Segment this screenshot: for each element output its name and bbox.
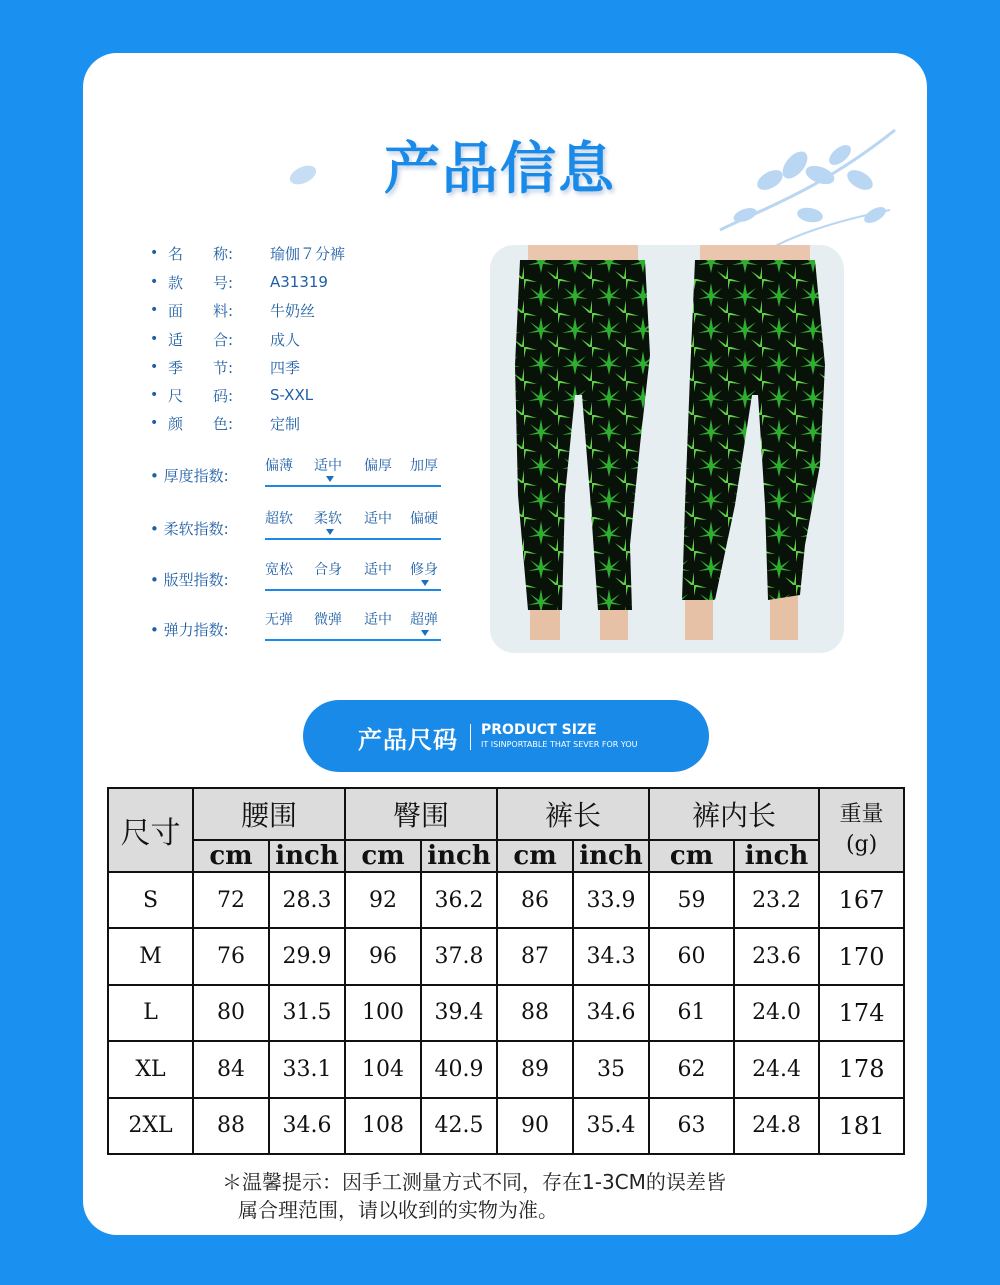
page-title: 产品信息 <box>384 137 616 202</box>
weight-cell: 174 <box>819 985 904 1041</box>
index-option: 超软 <box>265 511 293 527</box>
index-option: 无弹 <box>265 612 293 628</box>
index-option: 适中 <box>364 511 392 527</box>
index-option: 偏厚 <box>364 458 392 474</box>
weight-cell: 178 <box>819 1041 904 1097</box>
table-row <box>108 928 904 984</box>
index-option: 偏硬 <box>410 511 438 527</box>
info-suitable: • 适 合: 成人 <box>150 330 301 349</box>
value-cell: 88 <box>193 1098 269 1154</box>
value-cell: 42.5 <box>421 1098 497 1154</box>
size-cell: XL <box>108 1041 193 1097</box>
index-scale-line <box>265 485 441 487</box>
value-cell: 92 <box>345 872 421 928</box>
weight-cell: 167 <box>819 872 904 928</box>
info-style-number: • 款 号: A31319 <box>150 273 328 292</box>
value-cell: 39.4 <box>421 985 497 1041</box>
value-cell: 61 <box>649 985 734 1041</box>
size-table <box>107 787 905 1155</box>
info-size: • 尺 码: S-XXL <box>150 386 314 405</box>
product-size-banner: 产品尺码 PRODUCT SIZE IT ISINPORTABLE THAT SEVER FOR YOU <box>303 700 709 772</box>
value-cell: 88 <box>497 985 573 1041</box>
value-cell: 40.9 <box>421 1041 497 1097</box>
table-row <box>108 1098 904 1154</box>
product-photo <box>490 245 844 653</box>
value-cell: 62 <box>649 1041 734 1097</box>
info-name: • 名 称: 瑜伽７分裤 <box>150 244 346 263</box>
index-option: 微弹 <box>314 612 342 628</box>
inseam-header: 裤内长 <box>649 788 819 840</box>
value-cell: 37.8 <box>421 928 497 984</box>
leggings-illustration <box>490 245 844 653</box>
value-cell: 76 <box>193 928 269 984</box>
value-cell: 104 <box>345 1041 421 1097</box>
value-cell: 80 <box>193 985 269 1041</box>
unit-cm: cm <box>193 840 269 872</box>
index-scale-line <box>265 538 441 540</box>
value-cell: 29.9 <box>269 928 345 984</box>
index-option: 超弹 <box>410 612 438 628</box>
index-option: 偏薄 <box>265 458 293 474</box>
size-cell: L <box>108 985 193 1041</box>
info-fabric: • 面 料: 牛奶丝 <box>150 301 316 320</box>
value-cell: 100 <box>345 985 421 1041</box>
table-row <box>108 985 904 1041</box>
value-cell: 31.5 <box>269 985 345 1041</box>
value-cell: 24.8 <box>734 1098 819 1154</box>
unit-inch: inch <box>734 840 819 872</box>
value-cell: 72 <box>193 872 269 928</box>
unit-cm: cm <box>345 840 421 872</box>
table-row <box>108 1041 904 1097</box>
value-cell: 60 <box>649 928 734 984</box>
value-cell: 36.2 <box>421 872 497 928</box>
value-cell: 33.1 <box>269 1041 345 1097</box>
value-cell: 24.4 <box>734 1041 819 1097</box>
table-row <box>108 872 904 928</box>
index-marker-icon <box>421 580 429 586</box>
value-cell: 86 <box>497 872 573 928</box>
value-cell: 34.6 <box>573 985 649 1041</box>
value-cell: 89 <box>497 1041 573 1097</box>
size-header: 尺寸 <box>108 788 193 872</box>
info-color: • 颜 色: 定制 <box>150 414 301 433</box>
index-scale-line <box>265 639 441 641</box>
index-marker-icon <box>326 529 334 535</box>
value-cell: 23.6 <box>734 928 819 984</box>
unit-inch: inch <box>573 840 649 872</box>
value-cell: 35 <box>573 1041 649 1097</box>
index-option: 修身 <box>410 562 438 578</box>
value-cell: 84 <box>193 1041 269 1097</box>
index-option: 适中 <box>314 458 342 474</box>
value-cell: 28.3 <box>269 872 345 928</box>
unit-cm: cm <box>649 840 734 872</box>
value-cell: 24.0 <box>734 985 819 1041</box>
value-cell: 33.9 <box>573 872 649 928</box>
value-cell: 35.4 <box>573 1098 649 1154</box>
weight-header: 重量 (g) <box>819 788 904 872</box>
unit-inch: inch <box>269 840 345 872</box>
length-header: 裤长 <box>497 788 649 840</box>
value-cell: 23.2 <box>734 872 819 928</box>
value-cell: 34.6 <box>269 1098 345 1154</box>
value-cell: 34.3 <box>573 928 649 984</box>
value-cell: 59 <box>649 872 734 928</box>
unit-inch: inch <box>421 840 497 872</box>
weight-cell: 181 <box>819 1098 904 1154</box>
info-season: • 季 节: 四季 <box>150 358 301 377</box>
index-option: 适中 <box>364 612 392 628</box>
index-scale-line <box>265 589 441 591</box>
value-cell: 108 <box>345 1098 421 1154</box>
value-cell: 63 <box>649 1098 734 1154</box>
hip-header: 臀围 <box>345 788 497 840</box>
size-cell: M <box>108 928 193 984</box>
weight-cell: 170 <box>819 928 904 984</box>
size-cell: S <box>108 872 193 928</box>
index-option: 宽松 <box>265 562 293 578</box>
size-cell: 2XL <box>108 1098 193 1154</box>
value-cell: 90 <box>497 1098 573 1154</box>
waist-header: 腰围 <box>193 788 345 840</box>
index-option: 柔软 <box>314 511 342 527</box>
measurement-note: ＊温馨提示：因手工测量方式不同，存在1-3CM的误差皆 属合理范围，请以收到的实物为准。 <box>222 1170 726 1222</box>
unit-cm: cm <box>497 840 573 872</box>
index-marker-icon <box>326 476 334 482</box>
index-option: 合身 <box>314 562 342 578</box>
index-option: 适中 <box>364 562 392 578</box>
index-option: 加厚 <box>410 458 438 474</box>
index-marker-icon <box>421 630 429 636</box>
value-cell: 96 <box>345 928 421 984</box>
value-cell: 87 <box>497 928 573 984</box>
